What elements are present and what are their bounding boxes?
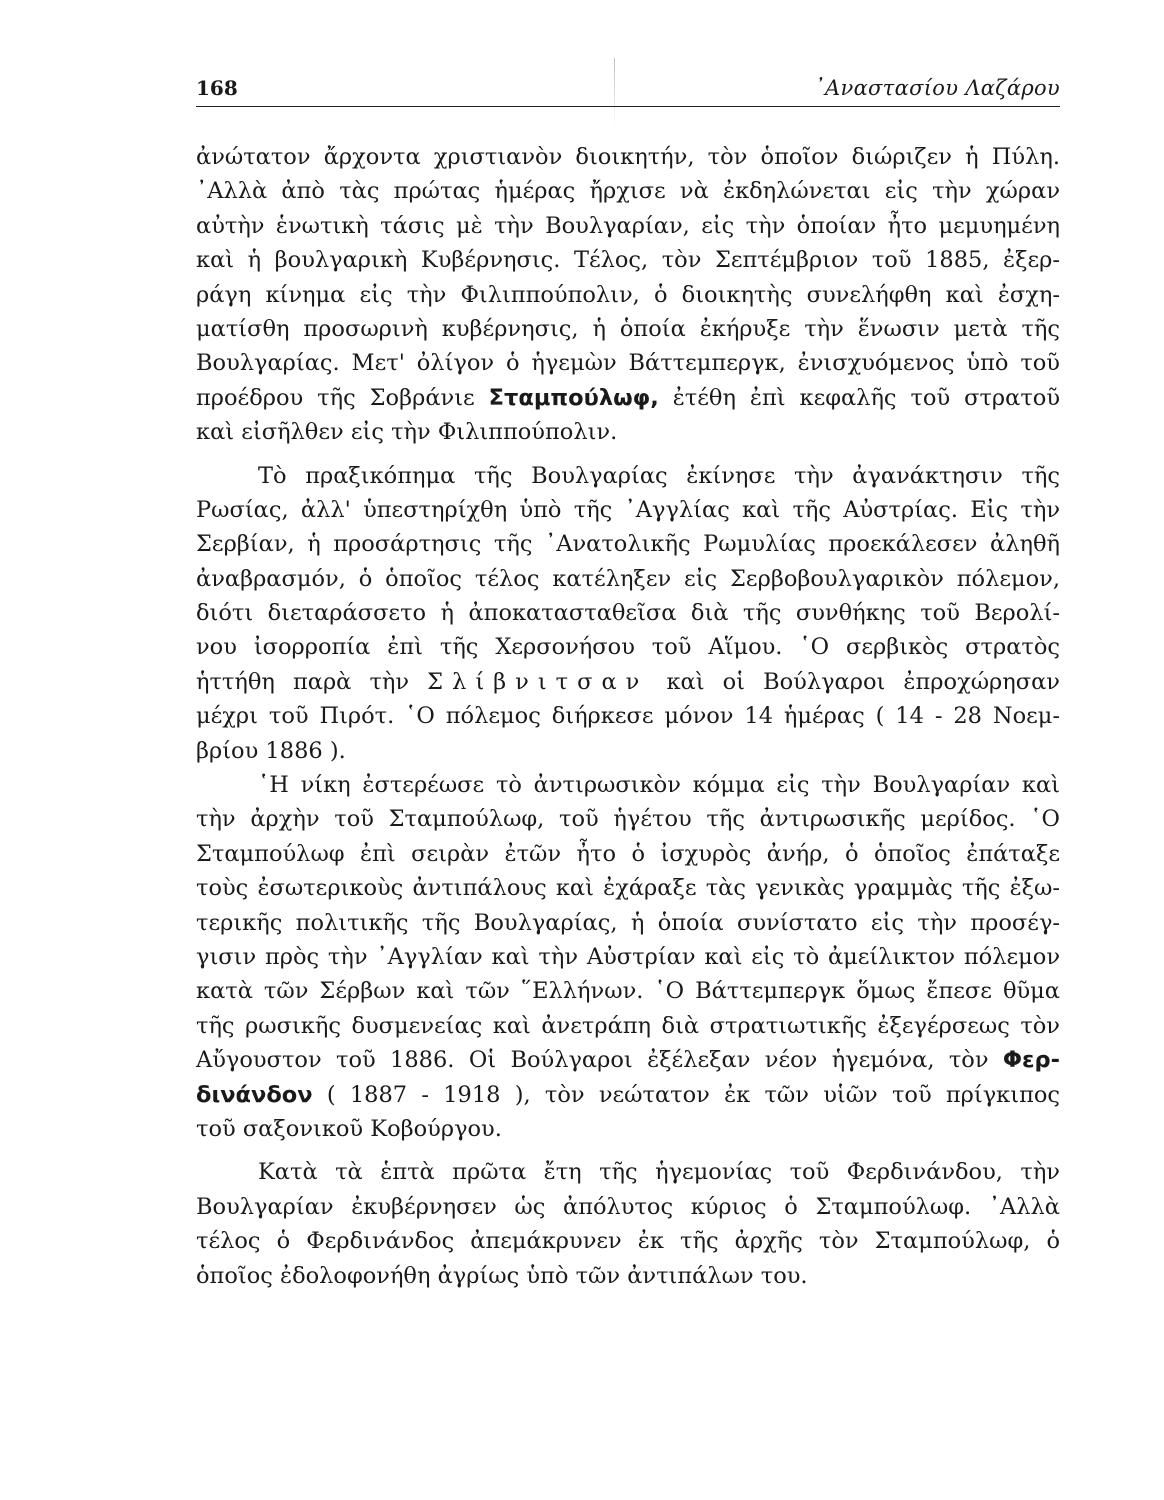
text-line: Τὸ πραξικόπημα τῆς Βουλγαρίας ἐκίνησε τὴν ἀγανάκτησιν τῆς bbox=[258, 462, 1060, 489]
page-number: 168 bbox=[196, 76, 238, 100]
text-line: κατὰ τῶν Σέρβων καὶ τῶν ῞Ελλήνων. ῾Ο Βάττεμπεργκ ὅμως ἔπεσε θῦμα bbox=[196, 978, 1060, 1005]
text-line: ἀναβρασμόν, ὁ ὁποῖος τέλος κατέληξεν εἰς Σερβοβουλγαρικὸν πόλεμον, bbox=[196, 565, 1060, 592]
text-line bbox=[196, 1078, 1060, 1112]
text-line: ὁποῖος ἐδολοφονήθη ἀγρίως ὑπὸ τῶν ἀντιπάλων του. bbox=[196, 1262, 808, 1289]
text-line bbox=[196, 665, 1060, 699]
text-line: νου ἰσορροπία ἐπὶ τῆς Χερσονήσου τοῦ Αἵμου. ῾Ο σερβικὸς στρατὸς bbox=[196, 634, 1060, 661]
bold-name-stamboulov: Σταμπούλωφ, bbox=[488, 384, 659, 411]
text-line: Κατὰ τὰ ἑπτὰ πρῶτα ἔτη τῆς ἡγεμονίας τοῦ Φερδινάνδου, τὴν bbox=[258, 1159, 1060, 1186]
running-head: ᾿Αναστασίου Λαζάρου bbox=[814, 76, 1060, 100]
bold-name-ferdinand-cont: δινάνδον bbox=[196, 1081, 313, 1108]
text-line: διότι διεταράσσετο ἡ ἀποκατασταθεῖσα διὰ τῆς συνθήκης τοῦ Βερολί- bbox=[196, 600, 1060, 627]
text-run: ἐτέθη ἐπὶ κεφαλῆς τοῦ στρατοῦ bbox=[658, 384, 1060, 411]
paragraph-3 bbox=[196, 768, 1060, 1146]
text-line: Σερβίαν, ἡ προσάρτησις τῆς ᾿Ανατολικῆς Ρωμυλίας προεκάλεσεν ἀληθῆ bbox=[196, 531, 1060, 558]
text-run: ( 1887 - 1918 ), τὸν νεώτατον ἐκ τῶν υἱῶν τοῦ πρίγκιπος bbox=[312, 1081, 1060, 1108]
text-line: τοὺς ἐσωτερικοὺς ἀντιπάλους καὶ ἐχάραξε τὰς γενικὰς γραμμὰς τῆς ἐξω- bbox=[196, 875, 1060, 902]
text-line bbox=[196, 381, 1060, 415]
text-line: Βουλγαρίαν ἐκυβέρνησεν ὡς ἀπόλυτος κύριος ὁ Σταμπούλωφ. ᾿Αλλὰ bbox=[196, 1193, 1060, 1220]
text-line: Βουλγαρίας. Μετ' ὀλίγον ὁ ἡγεμὼν Βάττεμπεργκ, ἐνισχυόμενος ὑπὸ τοῦ bbox=[196, 350, 1060, 377]
text-line: ῾Η νίκη ἐστερέωσε τὸ ἀντιρωσικὸν κόμμα εἰς τὴν Βουλγαρίαν καὶ bbox=[258, 772, 1060, 799]
text-line: ᾿Αλλὰ ἀπὸ τὰς πρώτας ἡμέρας ἤρχισε νὰ ἐκδηλώνεται εἰς τὴν χώραν bbox=[196, 178, 1060, 205]
spaced-place-name: Σλίβνιτσαν bbox=[427, 668, 649, 695]
text-line: μέχρι τοῦ Πιρότ. ῾Ο πόλεμος διήρκεσε μόνον 14 ἡμέρας ( 14 - 28 Νοεμ- bbox=[196, 703, 1060, 730]
text-line: ράγη κίνημα εἰς τὴν Φιλιππούπολιν, ὁ διοικητὴς συνελήφθη καὶ ἐσχη- bbox=[196, 281, 1060, 308]
text-line: τοῦ σαξονικοῦ Κοβούργου. bbox=[196, 1115, 502, 1142]
text-line: τὴν ἀρχὴν τοῦ Σταμπούλωφ, τοῦ ἡγέτου τῆς ἀντιρωσικῆς μερίδος. ῾Ο bbox=[196, 806, 1060, 833]
text-line: καὶ εἰσῆλθεν εἰς τὴν Φιλιππούπολιν. bbox=[196, 419, 618, 446]
text-line: καὶ ἡ βουλγαρικὴ Κυβέρνησις. Τέλος, τὸν Σεπτέμβριον τοῦ 1885, ἐξερ- bbox=[196, 247, 1060, 274]
text-run: καὶ οἱ Βούλγαροι ἐπροχώρησαν bbox=[648, 668, 1060, 695]
text-line: τέλος ὁ Φερδινάνδος ἀπεμάκρυνεν ἐκ τῆς ἀρχῆς τὸν Σταμπούλωφ, ὁ bbox=[196, 1228, 1060, 1255]
text-line: αὐτὴν ἑνωτικὴ τάσις μὲ τὴν Βουλγαρίαν, εἰς τὴν ὁποίαν ἦτο μεμυημένη bbox=[196, 212, 1060, 239]
paragraph-4 bbox=[196, 1155, 1060, 1293]
text-line: τερικῆς πολιτικῆς τῆς Βουλγαρίας, ἡ ὁποία συνίστατο εἰς τὴν προσέγ- bbox=[196, 909, 1060, 936]
paragraph-1 bbox=[196, 140, 1060, 450]
text-run: ἡττήθη παρὰ τὴν bbox=[196, 668, 428, 695]
text-line bbox=[196, 1043, 1060, 1077]
text-line: ματίσθη προσωρινὴ κυβέρνησις, ἡ ὁποία ἐκήρυξε τὴν ἕνωσιν μετὰ τῆς bbox=[196, 315, 1060, 342]
paragraph-2 bbox=[196, 459, 1060, 769]
body-text bbox=[196, 140, 1060, 1293]
bold-name-ferdinand: Φερ- bbox=[1002, 1047, 1060, 1074]
text-line: ἀνώτατον ἄρχοντα χριστιανὸν διοικητήν, τὸν ὁποῖον διώριζεν ἡ Πύλη. bbox=[196, 144, 1060, 170]
text-line: βρίου 1886 ). bbox=[196, 737, 346, 764]
text-run: προέδρου τῆς Σοβράνιε bbox=[196, 384, 489, 411]
text-line: Ρωσίας, ἀλλ' ὑπεστηρίχθη ὑπὸ τῆς ᾿Αγγλίας καὶ τῆς Αὐστρίας. Εἰς τὴν bbox=[196, 496, 1060, 523]
text-line: Σταμπούλωφ ἐπὶ σειρὰν ἐτῶν ἦτο ὁ ἰσχυρὸς ἀνήρ, ὁ ὁποῖος ἐπάταξε bbox=[196, 840, 1060, 867]
page-header bbox=[196, 72, 1060, 107]
text-line: τῆς ρωσικῆς δυσμενείας καὶ ἀνετράπη διὰ στρατιωτικῆς ἐξεγέρσεως τὸν bbox=[196, 1012, 1060, 1039]
text-run: Αὔγουστον τοῦ 1886. Οἱ Βούλγαροι ἐξέλεξαν νέον ἡγεμόνα, τὸν bbox=[196, 1047, 1003, 1074]
text-line: γισιν πρὸς τὴν ᾿Αγγλίαν καὶ τὴν Αὐστρίαν καὶ εἰς τὸ ἀμείλικτον πόλεμον bbox=[196, 943, 1060, 970]
